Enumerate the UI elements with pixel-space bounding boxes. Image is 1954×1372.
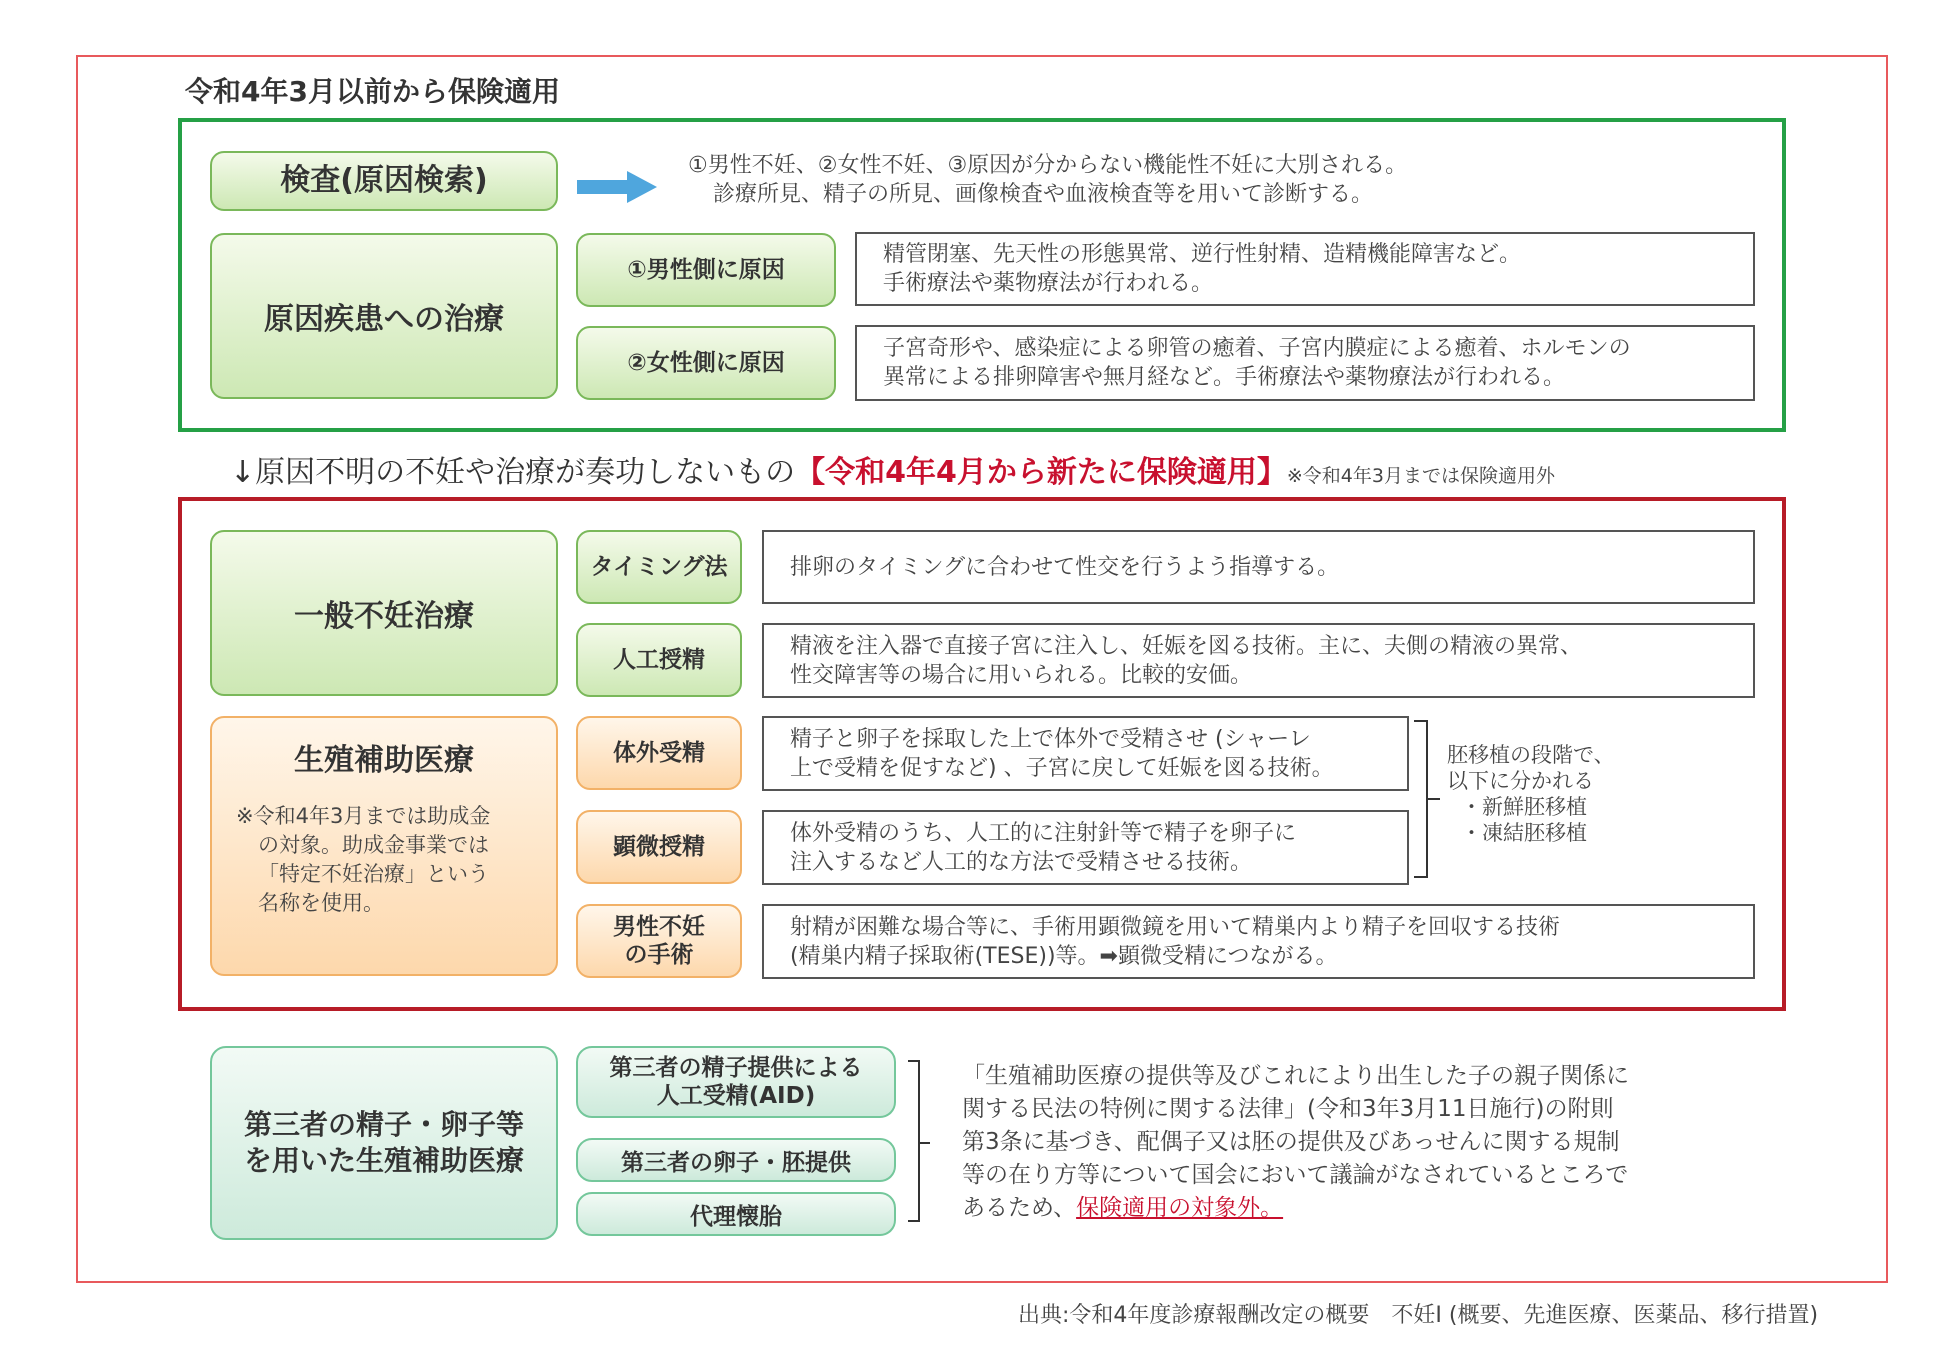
- section-title: 令和4年3月以前から保険適用: [185, 75, 560, 108]
- male-surgery-desc-line1: 射精が困難な場合等に、手術用顕微鏡を用いて精巣内より精子を回収する技術: [790, 914, 1561, 940]
- not-insured-highlight: 保険適用の対象外。: [1076, 1195, 1284, 1221]
- embryo-note: [1447, 742, 1615, 846]
- source-citation: 出典:令和4年度診療報酬改定の概要 不妊I (概要、先進医療、医薬品、移行措置): [1018, 1303, 1819, 1328]
- male-surgery-desc-line2: (精巣内精子採取術(TESE))等。➡顕微受精につながる。: [790, 943, 1338, 969]
- third-party-desc-line1: 「生殖補助医療の提供等及びこれにより出生した子の親子関係に: [962, 1063, 1629, 1089]
- male-cause-desc-line2: 手術療法や薬物療法が行われる。: [883, 271, 1214, 296]
- ivf-desc-line1: 精子と卵子を採取した上で体外で受精させ (シャーレ: [790, 726, 1311, 752]
- icsi-box: 顕微授精: [576, 810, 742, 884]
- art-note-line4: 名称を使用。: [258, 891, 384, 915]
- third-party-desc-line5: [962, 1192, 1629, 1225]
- exam-desc-line1: ①男性不妊、②女性不妊、③原因が分からない機能性不妊に大別される。: [688, 153, 1408, 178]
- female-cause-desc: [855, 325, 1755, 401]
- icsi-desc-line2: 注入するなど人工的な方法で受精させる技術。: [790, 849, 1253, 875]
- third-party-desc: [962, 1060, 1629, 1225]
- general-treatment-box: 一般不妊治療: [210, 530, 558, 696]
- embryo-bracket-tick: [1428, 798, 1440, 800]
- transition-note: ※令和4年3月までは保険適用外: [1286, 465, 1555, 487]
- cause-treatment-box: 原因疾患への治療: [210, 233, 558, 399]
- transition-line: [230, 447, 1555, 491]
- art-box: [210, 716, 558, 976]
- art-note-line2: の対象。助成金事業では: [258, 833, 489, 857]
- female-cause-box: ②女性側に原因: [576, 326, 836, 400]
- male-surgery-label-line2: の手術: [624, 942, 694, 968]
- timing-method-desc-line1: 排卵のタイミングに合わせて性交を行うよう指導する。: [790, 554, 1340, 580]
- embryo-note-line4: ・凍結胚移植: [1461, 821, 1587, 845]
- arrow-right-icon: [577, 171, 657, 203]
- embryo-note-line2: 以下に分かれる: [1447, 769, 1594, 793]
- timing-method-desc: [762, 530, 1755, 604]
- male-cause-desc: [855, 232, 1755, 306]
- female-cause-desc-line1: 子宮奇形や、感染症による卵管の癒着、子宮内膜症による癒着、ホルモンの: [883, 336, 1631, 361]
- ivf-desc: [762, 716, 1409, 791]
- embryo-note-line3: ・新鮮胚移植: [1461, 795, 1587, 819]
- third-party-desc-line3: 第3条に基づき、配偶子又は胚の提供及びあっせんに関する規制: [962, 1129, 1620, 1155]
- third-party-label-line1: 第三者の精子・卵子等: [243, 1108, 524, 1141]
- aid-box: [576, 1046, 896, 1118]
- embryo-note-line1: 胚移植の段階で、: [1447, 743, 1615, 767]
- art-note-line1: ※令和4年3月までは助成金: [236, 804, 491, 828]
- artificial-insemination-desc-line1: 精液を注入器で直接子宮に注入し、妊娠を図る技術。主に、夫側の精液の異常、: [790, 633, 1583, 659]
- exam-desc-line2: 診療所見、精子の所見、画像検査や血液検査等を用いて診断する。: [713, 182, 1374, 207]
- artificial-insemination-box: 人工授精: [576, 623, 742, 697]
- third-party-bracket: [908, 1060, 920, 1222]
- third-party-desc-line5-pre: あるため、: [962, 1195, 1077, 1221]
- third-party-bracket-tick: [920, 1142, 930, 1144]
- art-label: 生殖補助医療: [294, 743, 474, 778]
- ivf-box: 体外受精: [576, 716, 742, 790]
- third-party-desc-line2: 関する民法の特例に関する法律」(令和3年3月11日施行)の附則: [962, 1096, 1614, 1122]
- egg-embryo-box: 第三者の卵子・胚提供: [576, 1138, 896, 1182]
- art-note: [236, 802, 532, 918]
- aid-label-line2: 人工受精(AID): [656, 1083, 816, 1109]
- artificial-insemination-desc: [762, 623, 1755, 698]
- timing-method-box: タイミング法: [576, 530, 742, 604]
- male-surgery-label-line1: 男性不妊: [613, 914, 705, 940]
- third-party-desc-line4: 等の在り方等について国会において議論がなされているところで: [962, 1162, 1629, 1188]
- male-surgery-box: [576, 904, 742, 978]
- third-party-art-box: [210, 1046, 558, 1240]
- transition-highlight: 【令和4年4月から新たに保険適用】: [795, 455, 1287, 490]
- transition-lead: ↓原因不明の不妊や治療が奏功しないもの: [230, 455, 796, 490]
- artificial-insemination-desc-line2: 性交障害等の場合に用いられる。比較的安価。: [790, 662, 1253, 688]
- aid-label-line1: 第三者の精子提供による: [609, 1055, 863, 1081]
- icsi-desc-line1: 体外受精のうち、人工的に注射針等で精子を卵子に: [790, 820, 1297, 846]
- third-party-label-line2: を用いた生殖補助医療: [243, 1144, 524, 1177]
- surrogacy-box: 代理懐胎: [576, 1192, 896, 1236]
- icsi-desc: [762, 810, 1409, 885]
- ivf-desc-line2: 上で受精を促すなど) 、子宮に戻して妊娠を図る技術。: [790, 755, 1334, 781]
- exam-box: 検査(原因検索): [210, 151, 558, 211]
- art-note-line3: 「特定不妊治療」という: [258, 862, 489, 886]
- embryo-bracket: [1414, 720, 1428, 878]
- male-cause-box: ①男性側に原因: [576, 233, 836, 307]
- female-cause-desc-line2: 異常による排卵障害や無月経など。手術療法や薬物療法が行われる。: [883, 365, 1566, 390]
- male-cause-desc-line1: 精管閉塞、先天性の形態異常、逆行性射精、造精機能障害など。: [883, 242, 1522, 267]
- male-surgery-desc: [762, 904, 1755, 979]
